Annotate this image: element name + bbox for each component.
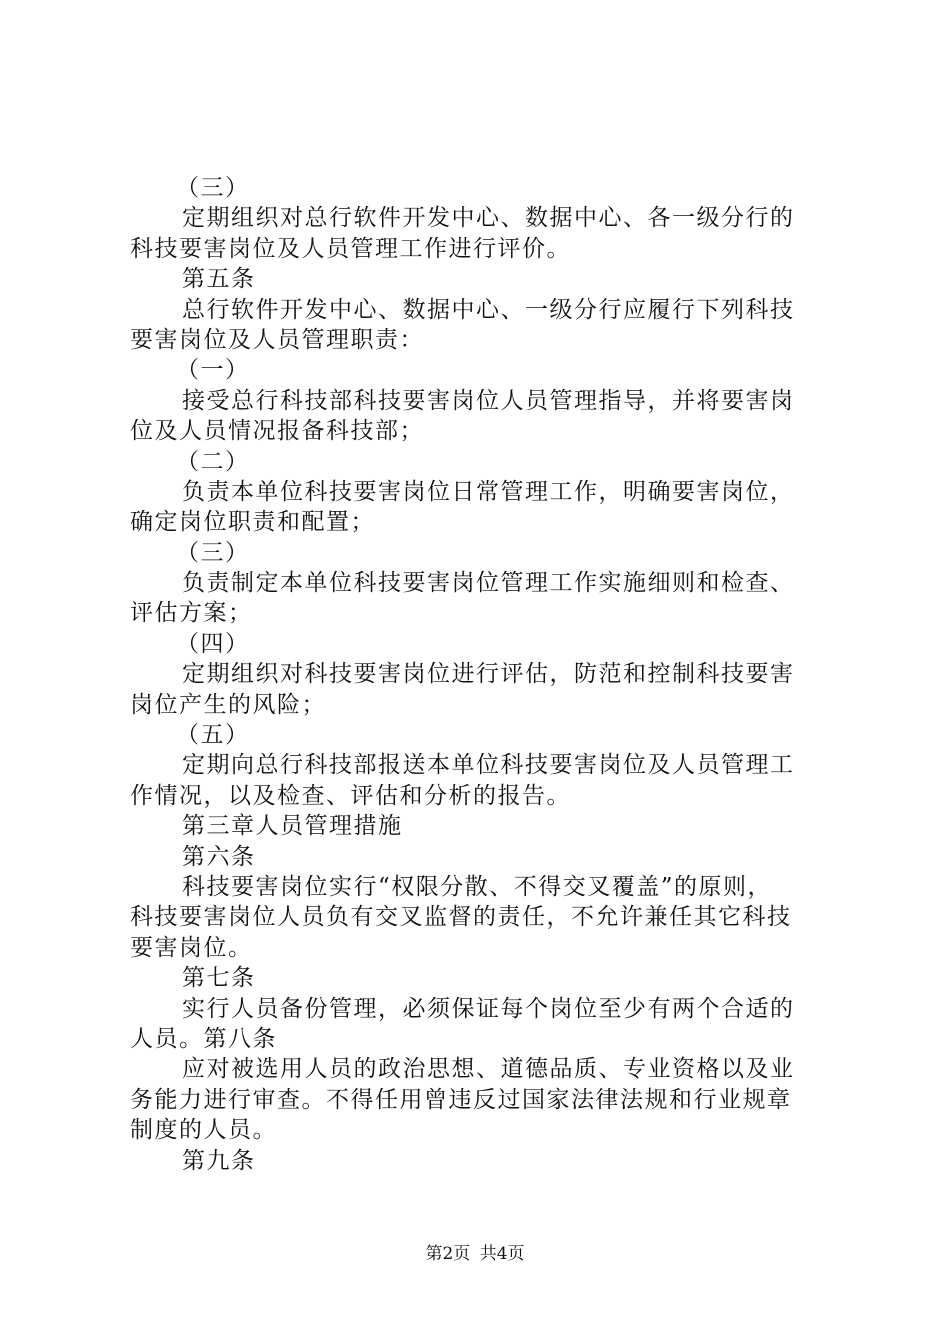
document-line: 位及人员情况报备科技部； [130, 418, 424, 445]
document-line: 接受总行科技部科技要害岗位人员管理指导，并将要害岗 [182, 387, 795, 414]
document-line: 定期组织对科技要害岗位进行评估，防范和控制科技要害 [182, 661, 795, 688]
document-body [130, 173, 830, 1176]
document-line: 总行软件开发中心、数据中心、一级分行应履行下列科技 [182, 296, 795, 323]
document-line: 第六条 [182, 843, 256, 870]
document-line: 务能力进行审查。不得任用曾违反过国家法律法规和行业规章 [130, 1086, 792, 1113]
document-line: 科技要害岗位实行“权限分散、不得交叉覆盖”的原则， [182, 873, 773, 900]
document-line: 科技要害岗位及人员管理工作进行评价。 [130, 235, 571, 262]
page-total: 共4页 [479, 1244, 525, 1264]
document-line: 岗位产生的风险； [130, 691, 326, 718]
document-line: 人员。第八条 [130, 1025, 277, 1052]
document-line: 要害岗位。 [130, 934, 253, 961]
document-line: 负责本单位科技要害岗位日常管理工作，明确要害岗位， [182, 478, 795, 505]
document-line: 要害岗位及人员管理职责： [130, 326, 424, 353]
document-line: （五） [176, 722, 250, 749]
document-line: 第三章人员管理措施 [182, 813, 403, 840]
document-line: （三） [176, 175, 250, 201]
page-number: 第2页 [425, 1244, 471, 1264]
document-line: 评估方案； [130, 600, 253, 627]
document-line: 负责制定本单位科技要害岗位管理工作实施细则和检查、 [182, 570, 795, 597]
document-line: 确定岗位职责和配置； [130, 509, 375, 536]
document-line: 制度的人员。 [130, 1117, 277, 1144]
document-line: （四） [176, 630, 250, 657]
document-line: （一） [176, 357, 250, 384]
document-line: 应对被选用人员的政治思想、道德品质、专业资格以及业 [182, 1056, 795, 1083]
document-line: 第九条 [182, 1147, 256, 1174]
document-line: 定期组织对总行软件开发中心、数据中心、各一级分行的 [182, 205, 795, 232]
document-line: （三） [176, 539, 250, 566]
document-line: 第五条 [182, 266, 256, 293]
document-line: 科技要害岗位人员负有交叉监督的责任，不允许兼任其它科技 [130, 904, 792, 931]
document-line: 作情况，以及检查、评估和分析的报告。 [130, 782, 571, 809]
document-line: （二） [176, 448, 250, 475]
page-footer [0, 1243, 950, 1265]
document-line: 第七条 [182, 965, 256, 992]
document-line: 定期向总行科技部报送本单位科技要害岗位及人员管理工 [182, 752, 795, 779]
document-line: 实行人员备份管理，必须保证每个岗位至少有两个合适的 [182, 995, 795, 1022]
